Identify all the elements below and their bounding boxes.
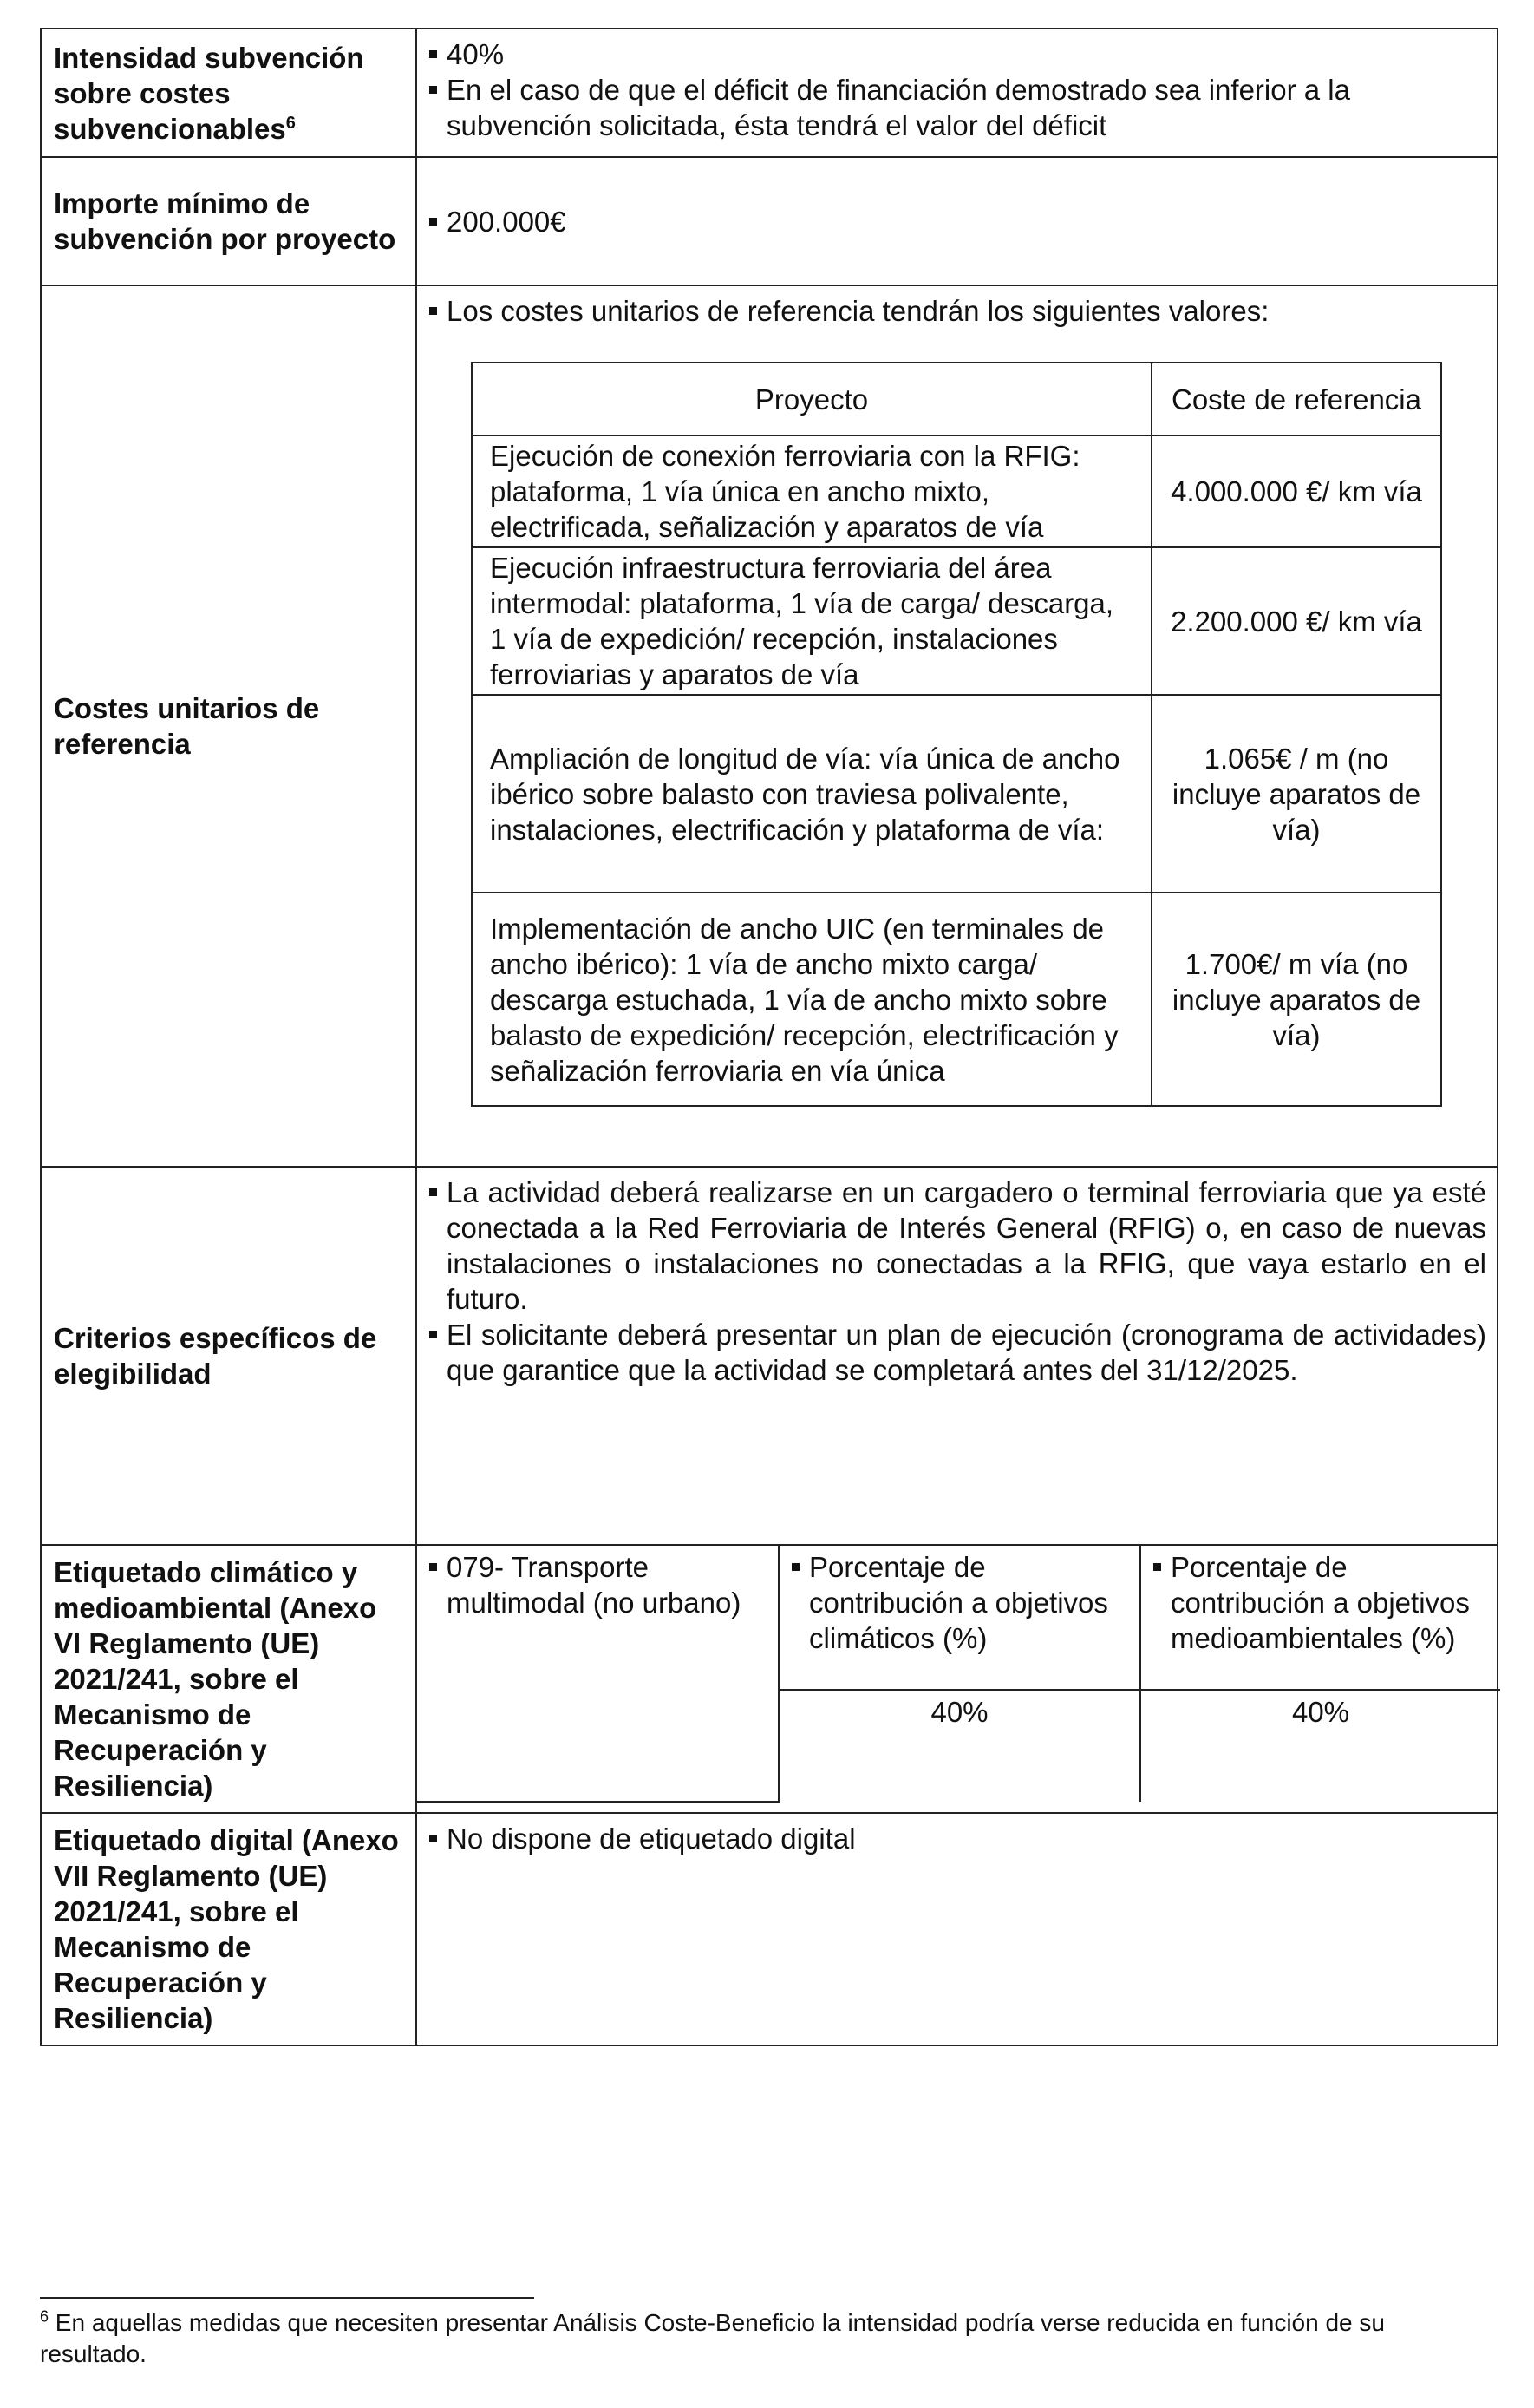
row-digital — [41, 1813, 1498, 2045]
header-proyecto: Proyecto — [472, 363, 1152, 435]
list-item: En el caso de que el déficit de financiación demostrado sea inferior a la subvención solicitada, ésta tendrá el valor del déficit — [428, 72, 1486, 143]
table-header-row — [472, 363, 1441, 435]
cell-coste: 1.065€ / m (no incluye aparatos de vía) — [1152, 695, 1441, 893]
reference-costs-table — [471, 362, 1442, 1107]
label-criterios: Criterios específicos de elegibilidad — [41, 1167, 416, 1545]
label-importe: Importe mínimo de subvención por proyecto — [41, 157, 416, 285]
climate-label-table — [417, 1546, 1500, 1803]
value-climatico — [416, 1545, 1498, 1813]
cell-coste: 2.200.000 €/ km vía — [1152, 547, 1441, 695]
footnote-text: En aquellas medidas que necesiten presentar Análisis Coste-Beneficio la intensidad podría verse reducida en función de su resultado. — [40, 2309, 1385, 2367]
label-intensidad — [41, 29, 416, 157]
label-digital: Etiquetado digital (Anexo VII Reglamento (UE) 2021/241, sobre el Mecanismo de Recuperación y Resiliencia) — [41, 1813, 416, 2045]
label-climatico: Etiquetado climático y medioambiental (Anexo VI Reglamento (UE) 2021/241, sobre el Mecanismo de Recuperación y Resiliencia) — [41, 1545, 416, 1813]
label-costes: Costes unitarios de referencia — [41, 285, 416, 1167]
row-criterios — [41, 1167, 1498, 1545]
list-item: Porcentaje de contribución a objetivos climáticos (%) — [790, 1549, 1129, 1656]
row-intensidad — [41, 29, 1498, 157]
grant-conditions-table — [40, 28, 1498, 2046]
value-intensidad — [416, 29, 1498, 157]
cell-coste: 1.700€/ m vía (no incluye aparatos de vía) — [1152, 893, 1441, 1106]
table-row — [472, 893, 1441, 1106]
medio-value: 40% — [1140, 1690, 1500, 1802]
cell-proyecto: Ejecución infraestructura ferroviaria del área intermodal: plataforma, 1 vía de carga/ descarga, 1 vía de expedición/ recepción, instalaciones ferroviarias y aparatos de vía — [472, 547, 1152, 695]
cell-proyecto: Implementación de ancho UIC (en terminales de ancho ibérico): 1 vía de ancho mixto carga/ descarga estuchada, 1 vía de ancho mixto sobre balasto de expedición/ recepción, electrificación y señalización ferroviaria en vía única — [472, 893, 1152, 1106]
label-intensidad-text: Intensidad subvención sobre costes subvencionables — [54, 41, 364, 145]
cell-proyecto: Ejecución de conexión ferroviaria con la RFIG: plataforma, 1 vía única en ancho mixto, electrificada, señalización y aparatos de vía — [472, 435, 1152, 547]
value-criterios — [416, 1167, 1498, 1545]
clima-value: 40% — [779, 1690, 1140, 1802]
value-costes — [416, 285, 1498, 1167]
value-importe — [416, 157, 1498, 285]
climate-header-row — [417, 1546, 1500, 1690]
campo-intervencion — [417, 1546, 779, 1802]
table-row — [472, 435, 1441, 547]
clima-header — [779, 1546, 1140, 1690]
list-item: 40% — [428, 36, 1486, 72]
list-item: Los costes unitarios de referencia tendrán los siguientes valores: — [428, 293, 1486, 329]
cell-proyecto: Ampliación de longitud de vía: vía única de ancho ibérico sobre balasto con traviesa polivalente, instalaciones, electrificación y plataforma de vía: — [472, 695, 1152, 893]
footnote-ref: 6 — [285, 113, 296, 133]
header-coste: Coste de referencia — [1152, 363, 1441, 435]
medio-header — [1140, 1546, 1500, 1690]
row-costes — [41, 285, 1498, 1167]
list-item: No dispone de etiquetado digital — [428, 1821, 1486, 1856]
table-row — [472, 547, 1441, 695]
table-row — [472, 695, 1441, 893]
footnote-number: 6 — [40, 2307, 49, 2326]
value-digital — [416, 1813, 1498, 2045]
list-item: Porcentaje de contribución a objetivos medioambientales (%) — [1152, 1549, 1490, 1656]
list-item: El solicitante deberá presentar un plan de ejecución (cronograma de actividades) que garantice que la actividad se completará antes del 31/12/2025. — [428, 1317, 1486, 1388]
row-importe — [41, 157, 1498, 285]
footnote-divider — [40, 2297, 534, 2299]
row-climatico — [41, 1545, 1498, 1813]
list-item: 200.000€ — [428, 204, 1486, 239]
footnote — [40, 2307, 1497, 2370]
list-item: 079- Transporte multimodal (no urbano) — [428, 1549, 767, 1620]
list-item: La actividad deberá realizarse en un cargadero o terminal ferroviaria que ya esté conectada a la Red Ferroviaria de Interés General (RFIG) o, en caso de nuevas instalaciones o instalaciones no conectadas a la RFIG, que vaya estarlo en el futuro. — [428, 1175, 1486, 1317]
cell-coste: 4.000.000 €/ km vía — [1152, 435, 1441, 547]
